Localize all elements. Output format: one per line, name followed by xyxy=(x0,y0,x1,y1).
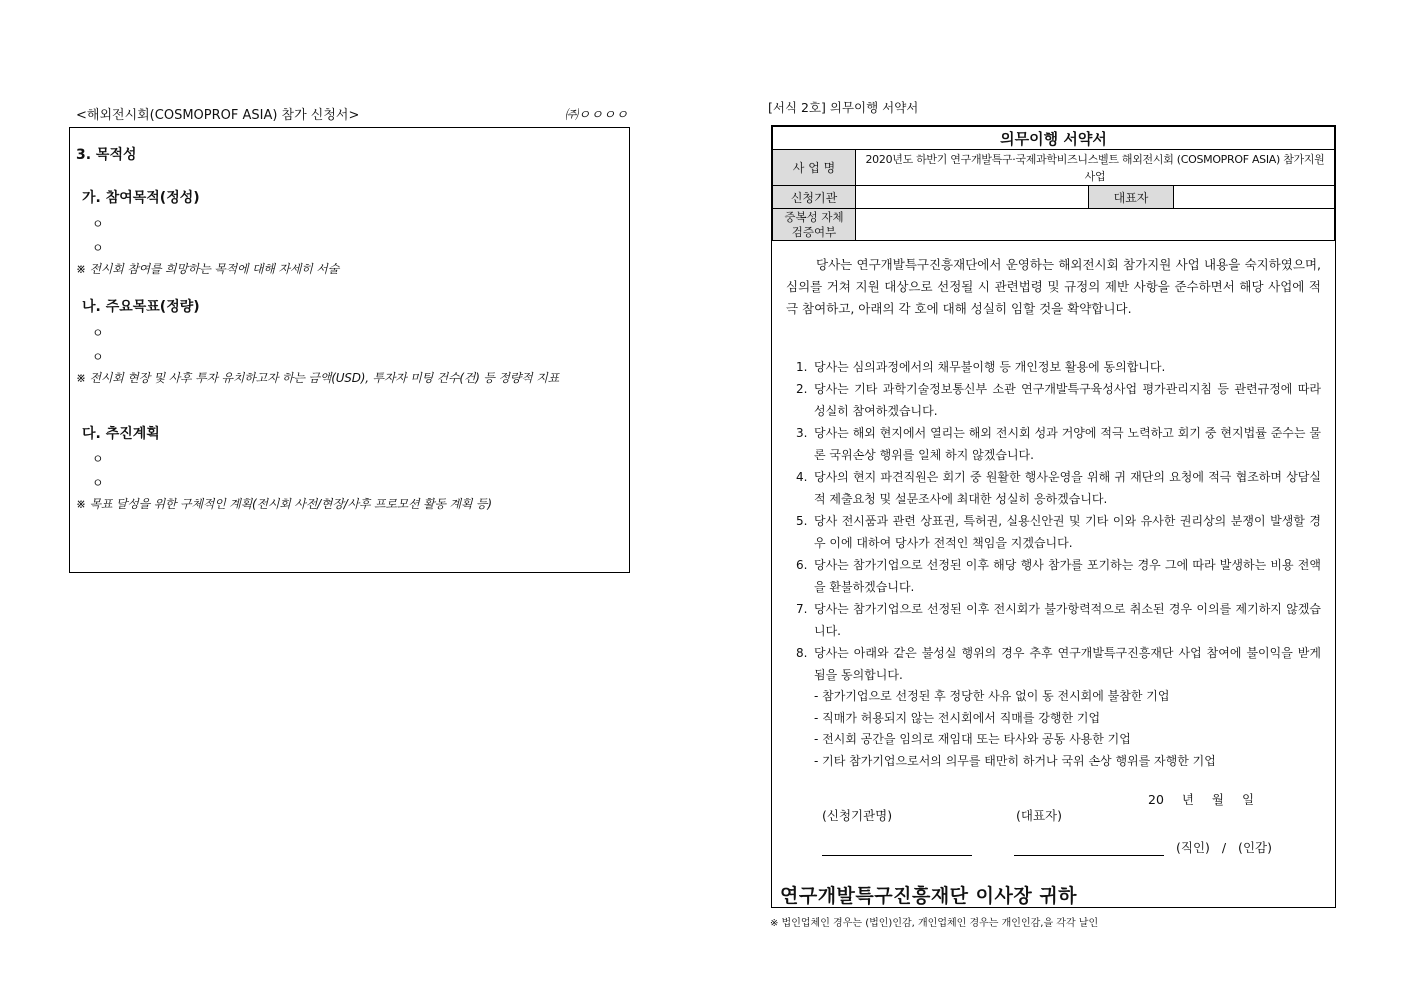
applicant-signature-line[interactable] xyxy=(822,855,972,856)
list-item xyxy=(796,598,1321,642)
applicant-field[interactable] xyxy=(856,186,1089,209)
bullet-item: ㅇ xyxy=(92,241,104,255)
item-text: 당사는 기타 과학기술정보통신부 소관 연구개발특구육성사업 평가관리지침 등 관련규정에 따라 성실히 참여하겠습니다. xyxy=(814,382,1321,418)
duplicate-check-label xyxy=(773,209,856,241)
business-name-value: 2020년도 하반기 연구개발특구·국제과학비즈니스벨트 해외전시회 (COSMOPROF ASIA) 참가지원 사업 xyxy=(856,150,1335,186)
item-number: 1. xyxy=(796,360,808,374)
duplicate-check-label-line1: 중복성 자체 xyxy=(784,209,844,224)
pledge-items-list xyxy=(796,356,1321,772)
item-number: 7. xyxy=(796,602,808,616)
item-number: 3. xyxy=(796,426,808,440)
pledge-intro: 당사는 연구개발특구진흥재단에서 운영하는 해외전시회 참가지원 사업 내용을 숙지하였으며, 심의를 거쳐 지원 대상으로 선정될 시 관련법령 및 규정의 제반 사항을 준수하면서 해당 사업에 적극 참여하고, 아래의 각 호에 대해 성실히 임할 것을 확약합니다. xyxy=(786,257,1321,316)
item-number: 5. xyxy=(796,514,808,528)
item-text: 당사는 아래와 같은 불성실 행위의 경우 추후 연구개발특구진흥재단 사업 참여에 불이익을 받게 됨을 동의합니다. xyxy=(814,646,1321,682)
item-text: 당사의 현지 파견직원은 회기 중 원활한 행사운영을 위해 귀 재단의 요청에 적극 협조하며 상담실적 제출요청 및 설문조사에 최대한 성실히 응하겠습니다. xyxy=(814,470,1321,506)
representative-field[interactable] xyxy=(1174,186,1335,209)
purpose-section-box xyxy=(69,127,630,573)
item-text: 당사 전시품과 관련 상표권, 특허권, 실용신안권 및 기타 이와 유사한 권리상의 분쟁이 발생할 경우 이에 대하여 당사가 전적인 책임을 지겠습니다. xyxy=(814,514,1321,550)
duplicate-check-label-line2: 검증여부 xyxy=(791,224,837,239)
pledge-title: 의무이행 서약서 xyxy=(773,127,1335,150)
sub-item: - 기타 참가기업으로서의 의무를 태만히 하거나 국위 손상 행위를 자행한 기업 xyxy=(814,753,1216,768)
duplicate-check-field[interactable] xyxy=(856,209,1335,241)
form-number-label: [서식 2호] 의무이행 서약서 xyxy=(768,100,919,115)
sub-item: - 직매가 허용되지 않는 전시회에서 직매를 강행한 기업 xyxy=(814,710,1101,725)
application-title: <해외전시회(COSMOPROF ASIA) 참가 신청서> xyxy=(76,108,360,123)
guidance-note: ※ 목표 달성을 위한 구체적인 계획(전시회 사전/현장/사후 프로모션 활동 계획 등) xyxy=(76,497,492,511)
item-number: 8. xyxy=(796,646,808,660)
applicant-label: 신청기관 xyxy=(773,186,856,209)
item-number: 2. xyxy=(796,382,808,396)
business-name-label: 사 업 명 xyxy=(773,150,856,186)
item-text: 당사는 참가기업으로 선정된 이후 해당 행사 참가를 포기하는 경우 그에 따라 발생하는 비용 전액을 환불하겠습니다. xyxy=(814,558,1321,594)
bullet-item: ㅇ xyxy=(92,452,104,466)
item-number: 6. xyxy=(796,558,808,572)
list-item xyxy=(796,378,1321,422)
item-text: 당사는 심의과정에서의 채무불이행 등 개인정보 활용에 동의합니다. xyxy=(814,360,1166,374)
item-text: 당사는 참가기업으로 선정된 이후 전시회가 불가항력적으로 취소된 경우 이의를 제기하지 않겠습니다. xyxy=(814,602,1321,638)
list-item xyxy=(796,356,1321,378)
representative-sign-label: (대표자) xyxy=(1016,808,1062,823)
seal-footnote: ※ 법인업체인 경우는 (법인)인감, 개인업체인 경우는 개인인감,을 각각 날인 xyxy=(770,918,1099,929)
sub-item: - 참가기업으로 선정된 후 정당한 사유 없이 동 전시회에 불참한 기업 xyxy=(814,689,1170,703)
list-item xyxy=(796,422,1321,466)
subsection-title-plan: 다. 추진계획 xyxy=(82,426,160,442)
addressee: 연구개발특구진흥재단 이사장 귀하 xyxy=(780,885,1078,907)
representative-label: 대표자 xyxy=(1089,186,1174,209)
date-line: 20 년 월 일 xyxy=(1148,792,1255,807)
application-header xyxy=(76,104,628,124)
representative-signature-line[interactable] xyxy=(1014,855,1164,856)
subsection-title-purpose: 가. 참여목적(정성) xyxy=(82,190,200,206)
list-item xyxy=(796,554,1321,598)
list-item xyxy=(796,466,1321,510)
guidance-note: ※ 전시회 참여를 희망하는 목적에 대해 자세히 서술 xyxy=(76,262,339,276)
section-title: 3. 목적성 xyxy=(76,147,137,163)
bullet-item: ㅇ xyxy=(92,476,104,490)
list-item xyxy=(796,642,1321,686)
pledge-info-table xyxy=(772,126,1335,241)
list-item xyxy=(796,510,1321,554)
bullet-item: ㅇ xyxy=(92,326,104,340)
bullet-item: ㅇ xyxy=(92,350,104,364)
seal-text: (직인) / (인감) xyxy=(1176,840,1272,855)
applicant-sign-label: (신청기관명) xyxy=(822,808,893,823)
bullet-item: ㅇ xyxy=(92,217,104,231)
sub-item: - 전시회 공간을 임의로 재임대 또는 타사와 공동 사용한 기업 xyxy=(814,732,1131,746)
subsection-title-goals: 나. 주요목표(정량) xyxy=(82,299,200,315)
company-name: ㈜ㅇㅇㅇㅇ xyxy=(564,108,628,123)
pledge-form xyxy=(771,125,1336,908)
item-number: 4. xyxy=(796,470,808,484)
guidance-note: ※ 전시회 현장 및 사후 투자 유치하고자 하는 금액(USD), 투자자 미팅 건수(건) 등 정량적 지표 xyxy=(76,371,559,385)
item-text: 당사는 해외 현지에서 열리는 해외 전시회 성과 거양에 적극 노력하고 회기 중 현지법률 준수는 물론 국위손상 행위를 일체 하지 않겠습니다. xyxy=(814,426,1321,462)
